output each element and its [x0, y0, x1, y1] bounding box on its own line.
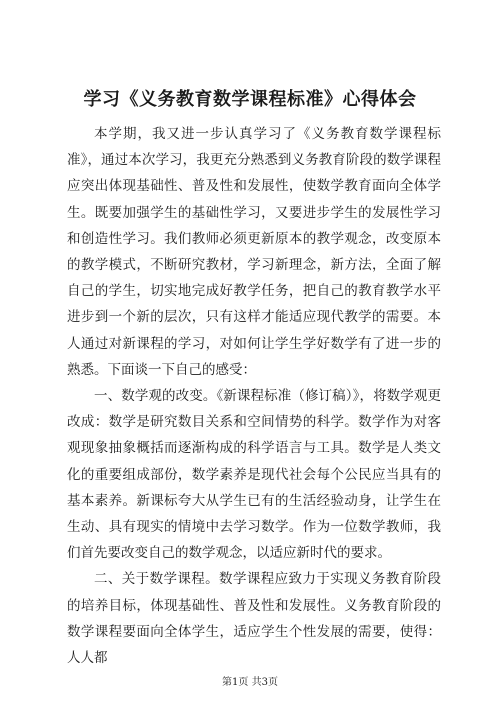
paragraph-math-view: 一、数学观的改变。《新课程标准（修订稿）》，将数学观更改成：数学是研究数目关系和空间情势的科学。数学作为对客观现象抽象概括而逐渐构成的科学语言与工具。数学是人类文化的重要组成部份，数学素养是现代社会每个公民应当具有的基本素养。新课标夸大从学生已有的生活经验动身，让学生在生动、具有现实的情境中去学习数学。作为一位数学教师，我们首先要改变自己的数学观念，以适应新时代的要求。 — [67, 388, 441, 562]
page-footer: 第1页 共3页 — [222, 677, 278, 688]
paragraph-math-curriculum: 二、关于数学课程。数学课程应致力于实现义务教育阶段的培养目标，体现基础性、普及性和发展性。义务教育阶段的数学课程要面向全体学生，适应学生个性发展的需要，使得：人人都 — [67, 571, 441, 667]
document-title: 学习《义务教育数学课程标准》心得体会 — [83, 89, 417, 110]
document-body — [67, 121, 441, 671]
paragraph-intro: 本学期，我又进一步认真学习了《义务教育数学课程标准》，通过本次学习，我更充分熟悉到义务教育阶段的数学课程应突出体现基础性、普及性和发展性，使数学教育面向全体学生。既要加强学生的基础性学习，又要进步学生的发展性学习和创造性学习。我们教师必须更新原本的教学观念，改变原本的教学模式，不断研究教材，学习新理念，新方法，全面了解自己的学生，切实地完成好教学任务，把自己的教育教学水平进步到一个新的层次，只有这样才能适应现代教学的需要。本人通过对新课程的学习，对如何让学生学好数学有了进一步的熟悉。下面谈一下自己的感受： — [67, 126, 441, 378]
